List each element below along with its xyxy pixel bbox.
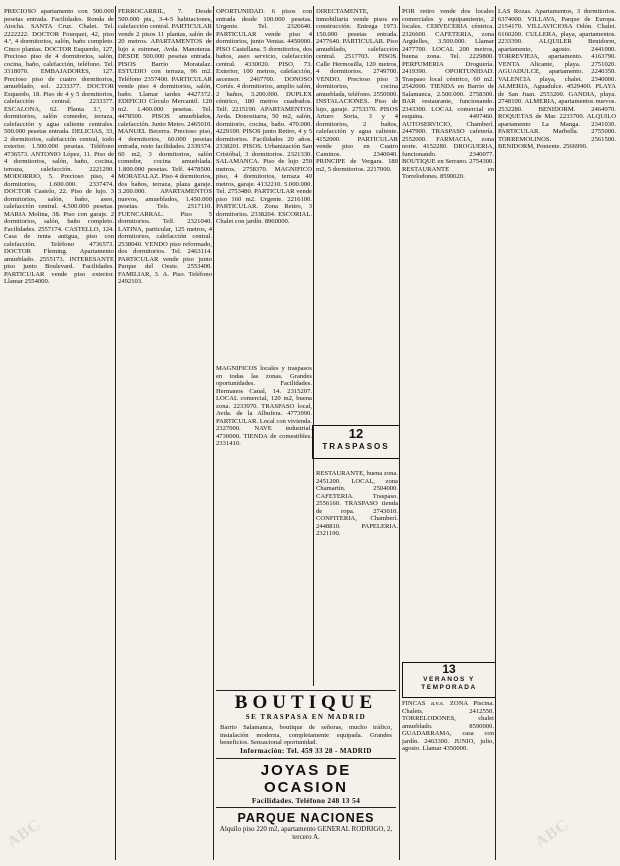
classified-column-2 xyxy=(118,8,212,860)
divider xyxy=(216,690,396,691)
parque-ad-title: PARQUE NACIONES xyxy=(237,810,375,825)
column-text: MAGNIFICOS locales y traspasos en todas las zonas. Grandes oportunidades. Facilidades. Hermanos Canal, 14. 2315207. LOCAL comercial, 120 m2, buena zona. 2233970. TRASPASO local, Avda. de la Albufera. 4773990. PARTICULAR. Local con vivienda. 2327000. NAVE industrial. 4730000. TIENDA de comestibles. 2331410. xyxy=(216,365,312,447)
classified-column-4 xyxy=(316,8,398,398)
abc-watermark: ABC xyxy=(532,816,573,852)
abc-watermark: ABC xyxy=(4,816,45,852)
section-number: 13 xyxy=(442,662,456,676)
section-label: TRASPASOS xyxy=(322,442,390,451)
section-header-veranos xyxy=(402,662,496,698)
joyas-ad-info: Facilidades. Teléfono 248 13 54 xyxy=(251,795,361,805)
boutique-ad-title: BOUTIQUE xyxy=(234,692,378,713)
column-text: DIRECTAMENTE, inmobiliaria vende pisos en construcción. Entrega 1973. 150.000 pesetas entrada. 2477640. PARTICULAR. Piso amueblado, calefacción central. 2517703. PISOS. Calle Hermosilla, 120 metros, 4 dormitorios. 2749700. VENDO. Precioso piso 3 dormitorios, cocina amueblada, teléfono. 2550000. INSTALACIONES. Piso de lujo, garaje. 2753370. PISOS Arturo Soria, 3 y 4 dormitorios, 2 baños, calefacción y agua caliente. 4152000. PARTICULAR vende piso en Cuatro Caminos. 2340040. PRINCIPE de Vergara. 180 m2, 5 dormitorios. 2217000. xyxy=(316,8,398,173)
column-text: FERROCARRIL, 7. Desde 500.000 pts., 3-4-5 habitaciones, calefacción central. PARTICULAR vende 2 pisos 11 plantas, salón de 20 metros. APARTAMENTOS de lujo a estrenar, Avda. Manoteras. DESDE 500.000 pesetas entrada. PISOS Barrio Moratalaz. ESTUDIO con terraza, 96 m2. Teléfono 2357400. PARTICULAR vende piso 4 dormitorios, salón, baño. Llamar tardes 4427372. EDIFICIO Círculo Mercantil. 120 m2. 1.400.000 pesetas. Tel. 4478500. PISOS amueblados, calefacción. Junto Metro. 2465010. MANUEL Becerra. Precioso piso, 4 dormitorios, 60.000 pesetas entrada, resto facilidades. 2339374. 60 m2, 3 dormitorios, salón comedor, cocina amueblada. 1.800.000 pesetas. Telf. 4478500. MORATALAZ. Piso 4 dormitorios, dos baños, terraza, plaza garaje. 3.200.000. APARTAMENTOS nuevos, amueblados, 1.450.000 pesetas. Tels. 2517110. FUENCARRAL. Piso 5 dormitorios. Telf. 2321040. LATINA, particular, 125 metros, 4 dormitorios, calefacción central. 2538040. VENDO piso reformado, dos dormitorios. Tel. 2463114. PARTICULAR vende piso junto Parque del Oeste. 2553400. FAMILIAR, 3. A. Piso. Teléfono 2492103. xyxy=(118,8,212,285)
column-rule xyxy=(313,6,314,686)
column-rule xyxy=(213,6,214,860)
boutique-ad-body: Barrio Salamanca, boutique de señoras, mucho tráfico, instalación moderna, completamente equipada. Grandes beneficios. Sensacional oportunidad. xyxy=(220,724,392,746)
column-text: FINCAS a.v.s. ZONA Piscina. Chalets. 2412550. TORRELODONES, chalet amueblado. 8590000. GUADARRAMA, casa con jardín. 2463300. JUNIO, julio, agosto. Llamar 4350000. xyxy=(402,700,494,752)
column-rule xyxy=(399,6,400,860)
column-text: OPORTUNIDAD. 6 pisos con entrada desde 100.000 pesetas. Urgente. Tel. 2326640. PARTICULAR vende piso 4 dormitorios, junto Ventas. 4450000. PISO Castellana. 5 dormitorios, dos baños, aseo servicio, calefacción central. 4330020. PISO, 73. Exterior, 100 metros, calefacción, ascensor. 2467700. DONOSO Cortés. 4 dormitorios, amplio salón, 2 baños, 3.200.000. DUPLEX céntrico, 180 metros cuadrados. Telf. 2215190. APARTAMENTOS Avda. Donostiarra, 50 m2, salón, dormitorio, cocina, baño. 470.000. 4229100. PISOS junto Retiro, 4 y 5 dormitorios. Facilidades 20 años. 2338201. PISOS. Urbanización San Cristóbal, 3 dormitorios. 2321330. SALAMANCA. Piso de lujo 250 metros. 2758370. MAGNIFICO piso, 4 dormitorios, terraza 40 metros, garaje. 4132210. 5.000.000. Tel. 2753480. PARTICULAR vende piso 160 m2. Urgente. 2216100. PARTICULAR. Zona Retiro, 3 dormitorios. 2338204. ESCORIAL. Chalet con jardín. 8960000. xyxy=(216,8,312,225)
column-rule xyxy=(115,6,116,860)
classified-column-5-lower xyxy=(402,700,494,860)
classified-column-4-lower xyxy=(316,470,398,682)
section-label: VERANOS Y TEMPORADA xyxy=(421,676,477,691)
section-header-traspasos xyxy=(312,425,400,459)
joyas-ad-title: JOYAS DE OCASION xyxy=(260,761,352,796)
display-ads-block xyxy=(216,688,396,858)
boutique-ad-subtitle: SE TRASPASA EN MADRID xyxy=(245,713,367,721)
parque-ad-info: Alquilo piso 220 m2, apartamento GENERAL RODRIGO, 2, tercero A. xyxy=(219,824,393,841)
column-rule xyxy=(495,6,496,860)
column-text: PRECIOSO apartamento con 500.000 pesetas entrada. Facilidades. Ronda de Atocha. SANTA Cruz. Chalet. Tel. 2222222. DOCTOR Fourquet, 42, piso 4.º, 4 dormitorios, salón, baño completo. Cinco plantas. DOCTOR Esquerdo, 127, Precioso piso de 4 dormitorios, salón, cocina, baño, calefacción, teléfono. Tel. 3318070. EMBAJADORES, 127. Precioso piso de cuatro dormitorios, amueblado, sol. 2233377. DOCTOR Esquerdo, 18. Piso de 4 y 5 dormitorios, calefacción central. 2233377. ESCALONA, 62. Planta 3.ª, 3 dormitorios, salón comedor, terraza, calefacción y agua caliente centrales. 500.000 pesetas entrada. DELICIAS, 33, 2 dormitorios, calefacción central, todo exterior. 1.500.000 pesetas. Teléfono 4736573. ANTONIO López, 11. Piso de 4 dormitorios, salón, baño, cocina, terraza, calefacción. 2221290. MODORRIO, 5. Precioso piso, 4 dormitorios, 1.600.000. 2337474. DOCTOR Castelo, 22. Piso de lujo. 3 dormitorios, salón, baño, aseo, calefacción central. 4.500.000 pesetas. MARIA Molina, 38. Piso con garaje. 2 dormitorios, salón, baño completo. Facilidades. 2557174. CASTELLO, 124. Casa de renta antigua, piso con calefacción. Teléfono 4736573. DOCTOR Fleming. Apartamento amueblado. 2555173. INTERESANTE piso junto Boulevard. Facilidades. PARTICULAR vende piso exterior. Llamar 2554000. xyxy=(4,8,114,285)
section-number: 12 xyxy=(348,426,364,441)
column-text: RESTAURANTE, buena zona. 2451200. LOCAL, zona Chamartín. 2504000. CAFETERIA. Traspaso. 2556160. TRASPASO tienda de ropa. 2743010. CONFITERIA, Chamberí. 2448810. PAPELERIA. 2321190. xyxy=(316,470,398,537)
classified-column-6 xyxy=(498,8,616,860)
column-text: LAS Rozas. Apartamentos, 3 dormitorios. 6374000. VILLAVA, Parque de Europa. 2154170. VILLAVICIOSA Odón. Chalet. 6160200. CULLERA, playa, apartamentos. 2233390. ALQUILER Benidorm, apartamento, agosto. 2441000. TORREVIEJA, apartamento. 4163790. VENTA Alicante, playa. 2751020. AGUADULCE, apartamento. 2240350. VALENCIA playa, chalet. 2340000. ALMERIA, Aguadulce. 4529400. PLAYA de San Juan. 2553200. GANDIA, playa. 2748100. ALMERIA, apartamentos nuevos. 2532280. BENIDORM. 2464970. ROQUETAS de Mar. 2233700. ALQUILO apartamento La Manga. 2341030. PARTICULAR. Marbella. 2755000. TORREMOLINOS. 2561500. BENIDORM, Poniente. 2566990. xyxy=(498,8,616,150)
boutique-ad-info: Información: Tel. 459 33 28 - MADRID xyxy=(240,746,372,755)
classified-column-5 xyxy=(402,8,494,538)
divider xyxy=(216,758,396,759)
classified-column-1 xyxy=(4,8,114,860)
classified-column-3 xyxy=(216,8,312,360)
classified-column-3-lower xyxy=(216,365,312,675)
column-text: POR retiro vende dos locales comerciales y equipamiento, 2 locales. CERVECERIA céntrica. 2326600. CAFETERIA, zona Argüelles, 3.500.000. Llamar 2477700. LOCAL 200 metros, buena zona. Tel. 2229800. PERFUMERIA Droguería. 2419390. OPORTUNIDAD. Traspaso local céntrico, 60 m2. 2542000. TIENDA en Barrio de Salamanca, 2.500.000. 2758300. BAR restaurante, funcionando. 2343300. LOCAL comercial en esquina. 4497460. AUTOSERVICIO, Chamberí. 2447900. TRASPASO cafetería. 2552000. FARMACIA, zona norte. 4152280. DROGUERIA, funcionando. 2340077. BOUTIQUE en Serrano. 2754300. RESTAURANTE en Torrelodones. 8590020. xyxy=(402,8,494,180)
divider xyxy=(216,807,396,808)
